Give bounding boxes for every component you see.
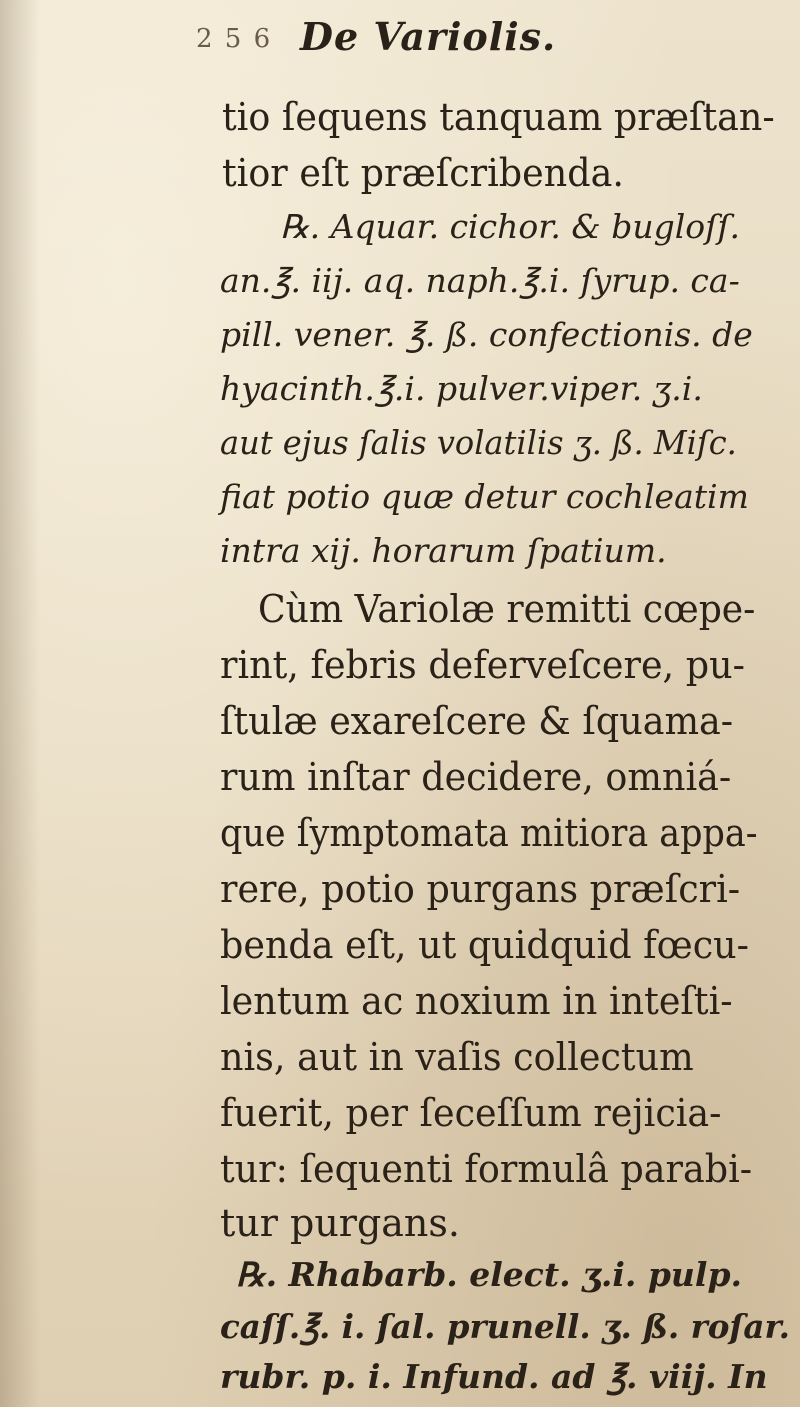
recipe-line: rubr. p. i. Infund. ad ℥. viij. In (220, 1357, 768, 1396)
text-line: rint, febris deferveſcere, pu- (220, 643, 745, 687)
text-line: rum inſtar decidere, omniá- (220, 755, 732, 799)
recipe-line: ℞. Aquar. cichor. & bugloſſ. (280, 207, 741, 246)
recipe-line: ℞. Rhabarb. elect. ʒ.i. pulp. (236, 1255, 743, 1294)
recipe-line: caſſ.℥. i. ſal. prunell. ʒ. ß. roſar. (220, 1307, 791, 1346)
page-number: 2 5 6 (196, 24, 273, 54)
recipe-line: intra xij. horarum ſpatium. (220, 531, 667, 570)
text-line: Cùm Variolæ remitti cœpe- (258, 587, 756, 631)
text-line: ſtulæ exareſcere & ſquama- (220, 699, 734, 743)
binding-shadow (0, 0, 40, 1407)
text-line: tio ſequens tanquam præſtan- (222, 95, 775, 139)
text-line: rere, potio purgans præſcri- (220, 867, 741, 911)
text-line: que ſymptomata mitiora appa- (220, 811, 758, 855)
text-line: fuerit, per ſeceſſum rejicia- (220, 1091, 722, 1135)
running-title: De Variolis. (300, 14, 557, 59)
recipe-line: pill. vener. ℥. ß. confectionis. de (220, 315, 753, 354)
recipe-line: aut ejus ſalis volatilis ʒ. ß. Miſc. (220, 423, 737, 462)
text-line: nis, aut in vaſis collectum (220, 1035, 694, 1079)
recipe-line: an.℥. iij. aq. naph.℥.i. ſyrup. ca- (220, 261, 740, 300)
text-line: tior eſt præſcribenda. (222, 151, 624, 195)
recipe-line: fiat potio quæ detur cochleatim (220, 477, 749, 516)
text-line: tur: ſequenti formulâ parabi- (220, 1147, 753, 1191)
text-line: benda eſt, ut quidquid fœcu- (220, 923, 749, 967)
recipe-line: hyacinth.℥.i. pulver.viper. ʒ.i. (220, 369, 703, 408)
text-line: tur purgans. (220, 1201, 460, 1245)
text-line: lentum ac noxium in inteſti- (220, 979, 733, 1023)
